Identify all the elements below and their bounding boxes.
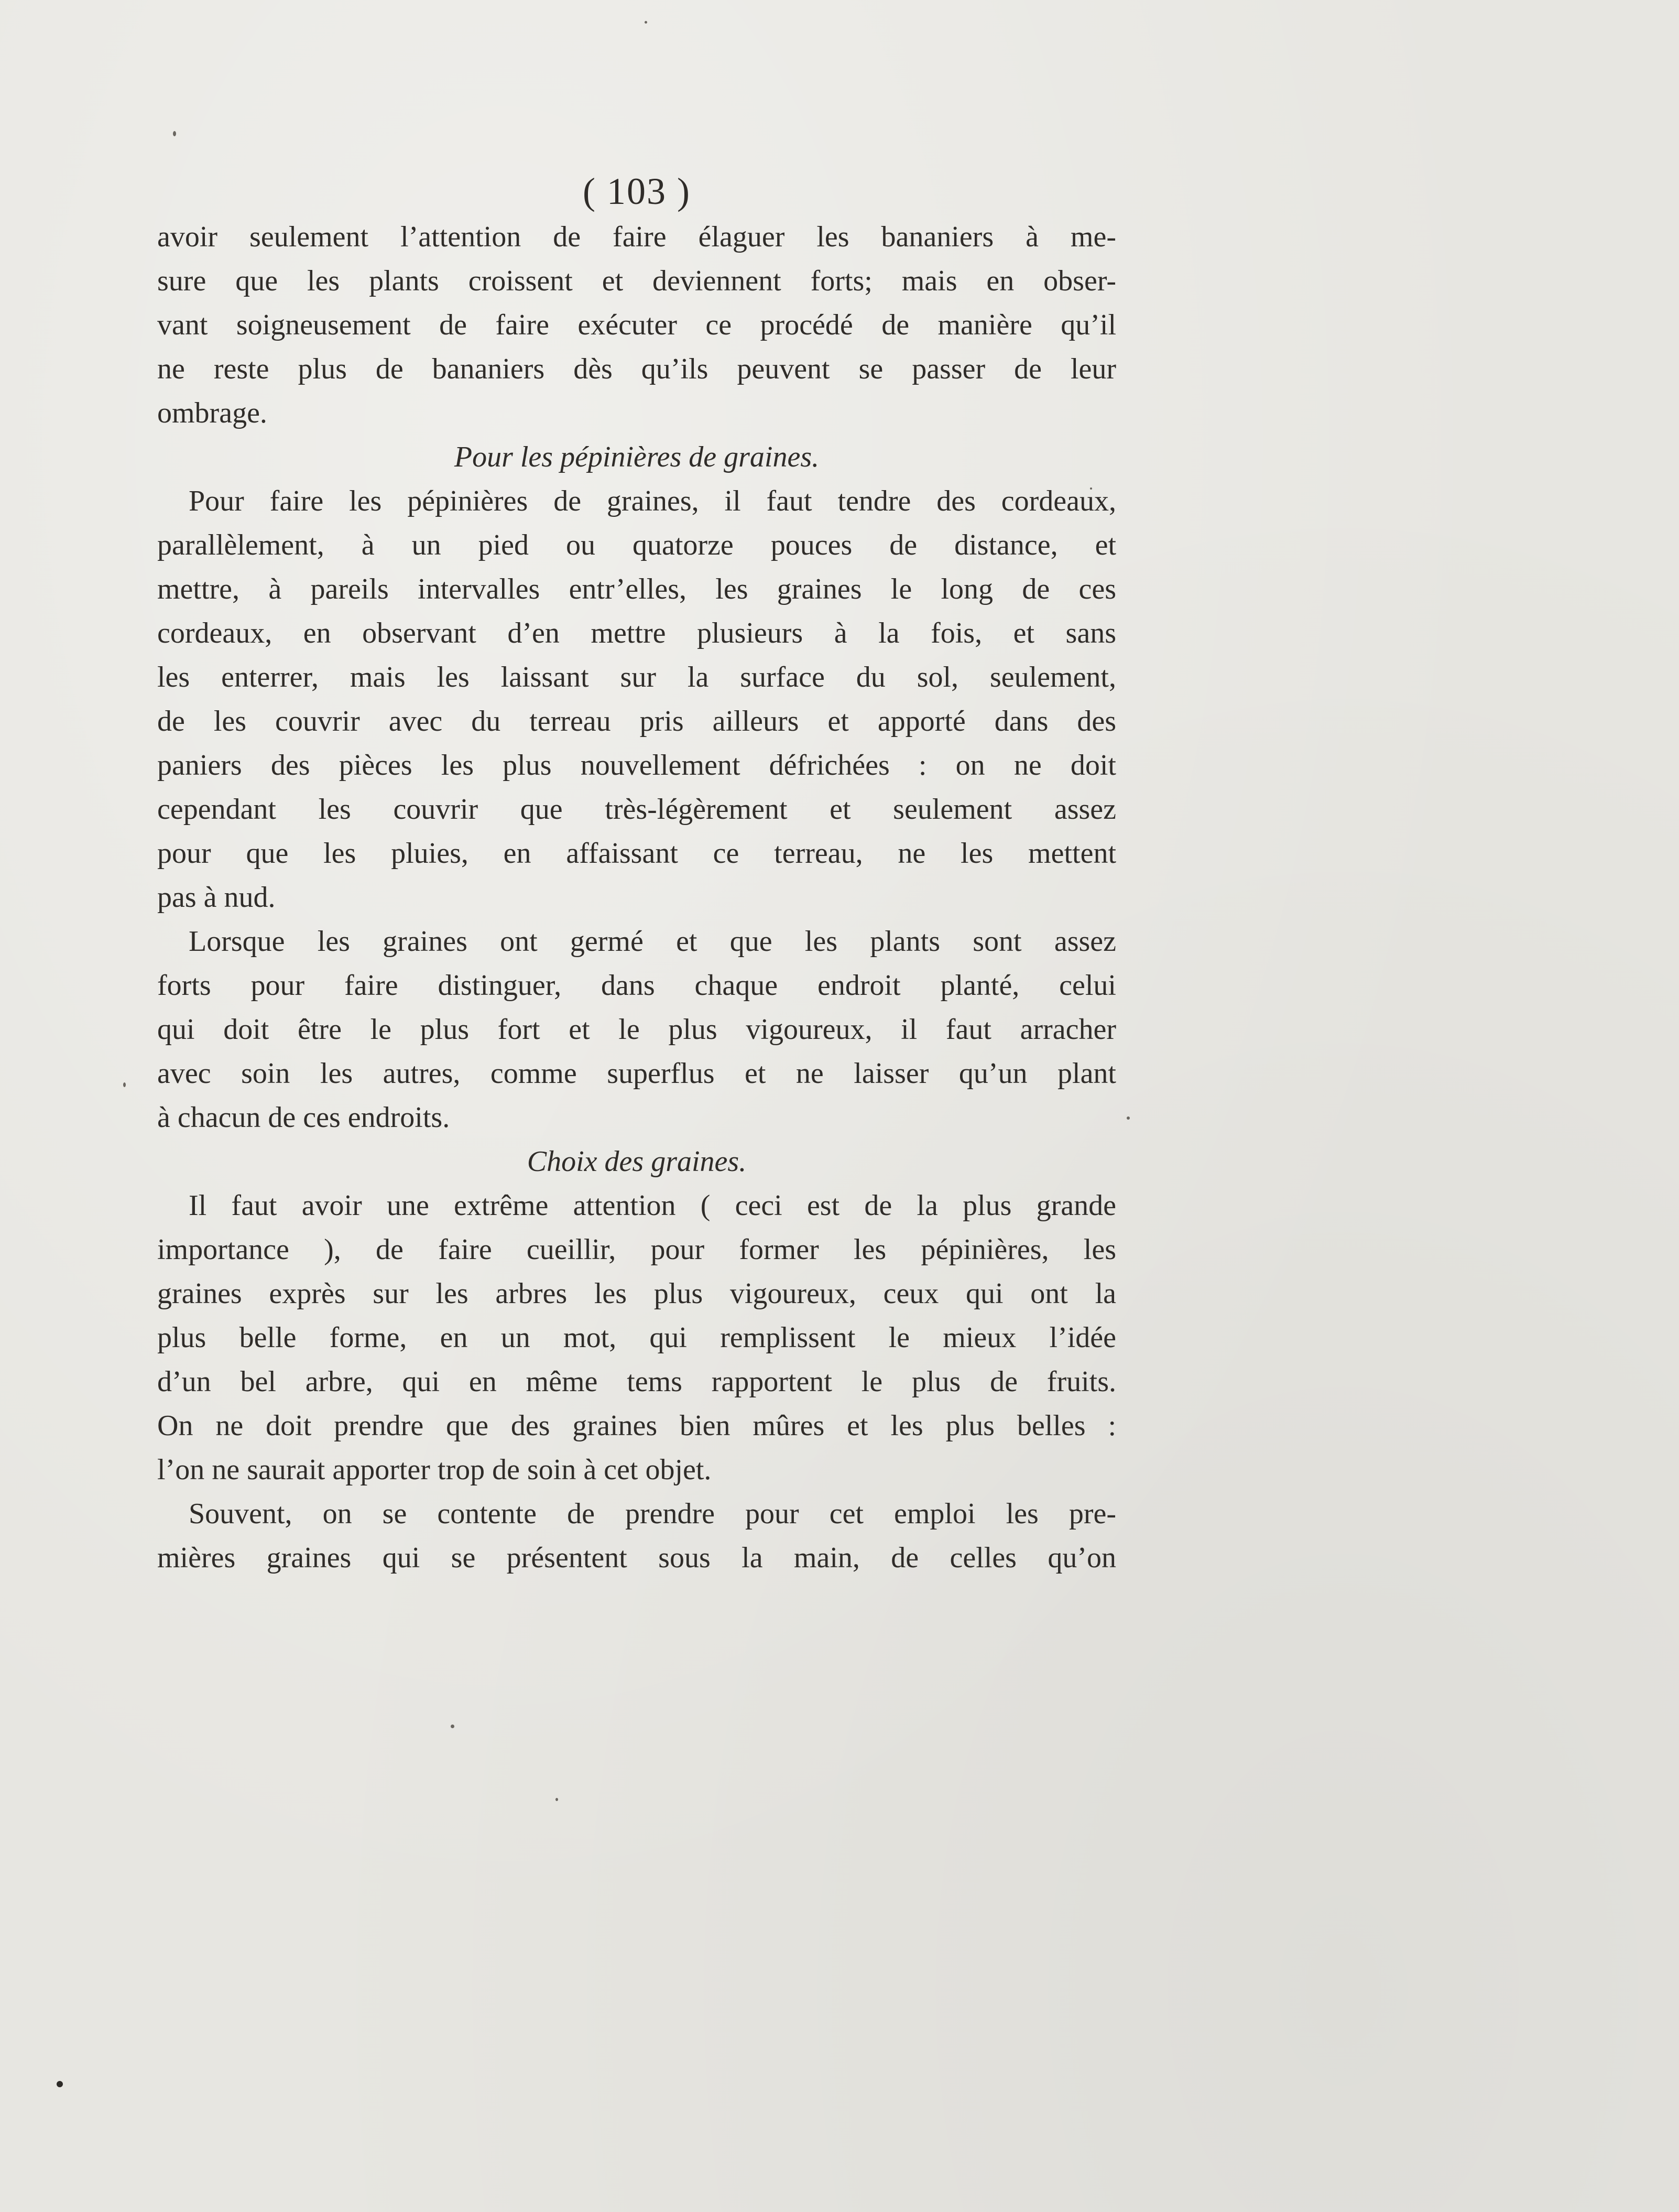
paper-speck xyxy=(1127,1116,1130,1120)
text-line: On ne doit prendre que des graines bien mûres et les plus belles : xyxy=(157,1409,1116,1442)
text-line: à chacun de ces endroits. xyxy=(157,1101,450,1134)
paper-speck xyxy=(173,131,176,136)
paper-speck xyxy=(123,1082,126,1087)
text-line: ne reste plus de bananiers dès qu’ils peuvent se passer de leur xyxy=(157,353,1116,385)
paragraph xyxy=(157,1184,1116,1492)
page-number: ( 103 ) xyxy=(583,170,691,212)
text-line: Pour faire les pépinières de graines, il faut tendre des cordeaux, xyxy=(189,485,1116,517)
text-line: l’on ne saurait apporter trop de soin à cet objet. xyxy=(157,1454,712,1486)
paragraph xyxy=(157,215,1116,435)
paragraph xyxy=(157,1492,1116,1580)
paragraph xyxy=(157,479,1116,919)
text-line: vant soigneusement de faire exécuter ce procédé de manière qu’il xyxy=(157,309,1116,341)
text-line: Lorsque les graines ont germé et que les plants sont assez xyxy=(189,925,1116,958)
paper-speck xyxy=(57,2081,63,2087)
text-line: plus belle forme, en un mot, qui remplissent le mieux l’idée xyxy=(157,1321,1116,1354)
paper-speck xyxy=(451,1725,454,1728)
text-line: paniers des pièces les plus nouvellement défrichées : on ne doit xyxy=(157,749,1116,782)
text-line: les enterrer, mais les laissant sur la surface du sol, seulement, xyxy=(157,661,1116,693)
page-text xyxy=(157,168,1116,1580)
text-line: pour que les pluies, en affaissant ce terreau, ne les mettent xyxy=(157,837,1116,870)
text-line: mettre, à pareils intervalles entr’elles, les graines le long de ces xyxy=(157,573,1116,605)
paper-speck xyxy=(555,1798,558,1801)
text-line: de les couvrir avec du terreau pris ailleurs et apporté dans des xyxy=(157,705,1116,738)
text-line: cependant les couvrir que très-légèrement et seulement assez xyxy=(157,793,1116,826)
text-line: ombrage. xyxy=(157,397,267,429)
text-line: forts pour faire distinguer, dans chaque endroit planté, celui xyxy=(157,969,1116,1002)
text-line: qui doit être le plus fort et le plus vigoureux, il faut arracher xyxy=(157,1013,1116,1046)
paragraph xyxy=(157,919,1116,1140)
text-line: avoir seulement l’attention de faire élaguer les bananiers à me- xyxy=(157,221,1116,253)
text-line: Il faut avoir une extrême attention ( ceci est de la plus grande xyxy=(189,1189,1116,1222)
text-line: importance ), de faire cueillir, pour former les pépinières, les xyxy=(157,1233,1116,1266)
text-line: avec soin les autres, comme superflus et ne laisser qu’un plant xyxy=(157,1057,1116,1090)
section-heading: Pour les pépinières de graines. xyxy=(454,441,820,473)
text-line: parallèlement, à un pied ou quatorze pouces de distance, et xyxy=(157,529,1116,561)
text-line: sure que les plants croissent et deviennent forts; mais en obser- xyxy=(157,265,1116,297)
text-line: d’un bel arbre, qui en même tems rapportent le plus de fruits. xyxy=(157,1365,1116,1398)
text-line: cordeaux, en observant d’en mettre plusieurs à la fois, et sans xyxy=(157,617,1116,649)
text-line: Souvent, on se contente de prendre pour cet emploi les pre- xyxy=(189,1498,1116,1530)
paper-speck xyxy=(645,21,647,24)
text-line: mières graines qui se présentent sous la main, de celles qu’on xyxy=(157,1542,1116,1574)
section-heading: Choix des graines. xyxy=(527,1145,747,1178)
text-line: graines exprès sur les arbres les plus vigoureux, ceux qui ont la xyxy=(157,1277,1116,1310)
text-line: pas à nud. xyxy=(157,881,276,914)
